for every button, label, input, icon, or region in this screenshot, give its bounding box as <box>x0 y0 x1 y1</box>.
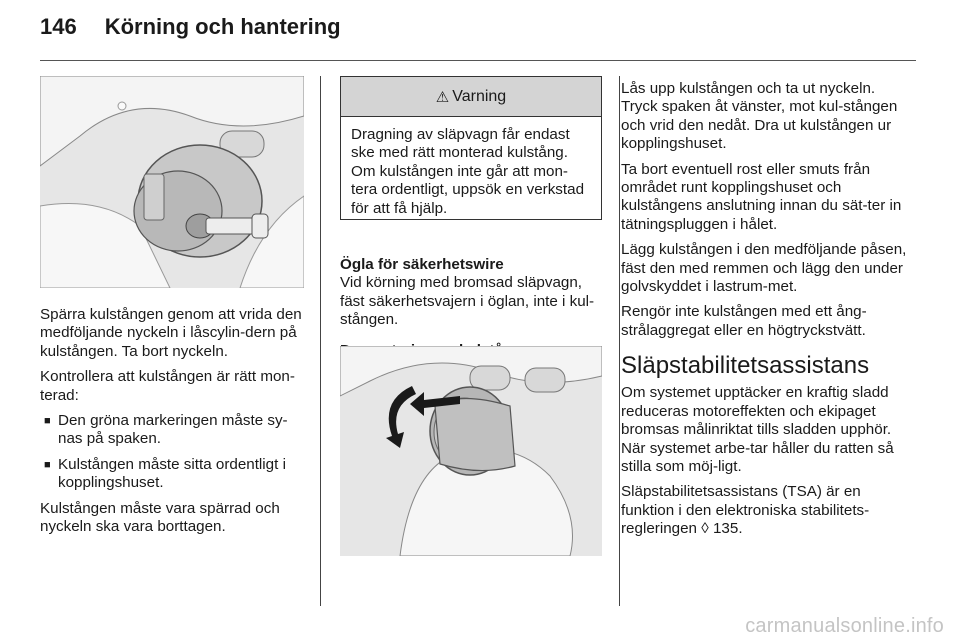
watermark: carmanualsonline.info <box>745 615 944 637</box>
column-divider-2 <box>619 76 620 606</box>
column-3-text <box>621 80 911 546</box>
chapter-title: Körning och hantering <box>104 14 341 39</box>
lock-requirement: Kulstången måste vara spärrad och nyckeln ska vara borttagen. <box>40 499 280 536</box>
washing-warning: Rengör inte kulstången med ett ång-strålaggregat eller en högtryckstvätt. <box>621 303 867 339</box>
bullet-item: ■ Den gröna markeringen måste sy-nas på spaken. <box>44 412 288 448</box>
towbar-removal-illustration <box>340 346 602 556</box>
lock-instruction: Spärra kulstången genom att vrida den medföljande nyckeln i låscylin-dern på kulstången. Ta bort nyckeln. <box>40 306 302 360</box>
bullet-item: ■ Kulstången måste sitta ordentligt i kopplingshuset. <box>44 455 286 492</box>
warning-header <box>341 77 601 117</box>
bullet-square-icon: ■ <box>44 458 51 471</box>
warning-body: Dragning av släpvagn får endast ske med rätt monterad kulstång. Om kulstången inte går att mon-tera ordentligt, uppsök en verkstad för att få hjälp. <box>351 126 585 217</box>
section-title-tsa: Släpstabilitetsassistans <box>621 352 870 380</box>
column-2-text <box>340 256 604 360</box>
towbar-lock-illustration <box>40 76 304 288</box>
warning-title: Varning <box>452 87 507 105</box>
page-reference-link[interactable]: 135. <box>712 520 743 538</box>
unlock-instruction: Lås upp kulstången och ta ut nyckeln. Tryck spaken åt vänster, mot kul-stången och vrid den nedåt. Dra ut kulstången ur kopplingshuset. <box>621 80 898 153</box>
page-header <box>40 14 341 50</box>
safety-wire-heading: Ögla för säkerhetswire <box>340 256 504 273</box>
safety-wire-text: Vid körning med bromsad släpvagn, fäst säkerhetsvajern i öglan, inte i kul-stången. <box>340 274 595 329</box>
check-intro: Kontrollera att kulstången är rätt mon-terad: <box>40 368 295 404</box>
storage-instruction: Lägg kulstången i den medföljande påsen, fäst den med remmen och lägg den under golvskyddet i lastrum-met. <box>621 241 907 296</box>
tsa-description: Om systemet upptäcker en kraftig sladd reduceras motoreffekten och ekipaget bromsas målinriktat tills sladden upphör. När systemet arbe-tar håller du ratten så stilla som möj-ligt. <box>621 384 894 475</box>
column-divider-1 <box>320 76 321 606</box>
warning-triangle-icon: ⚠ <box>435 88 450 106</box>
tsa-reference: Släpstabilitetsassistans (TSA) är en funktion i den elektroniska stabilitets-regleringen ◊ 135. <box>621 483 870 538</box>
column-1-text <box>40 306 304 543</box>
page-number: 146 <box>40 14 77 39</box>
page-reference-icon: ◊ <box>701 520 709 538</box>
warning-box <box>340 76 602 220</box>
cleaning-instruction: Ta bort eventuell rost eller smuts från området runt kopplingshuset och kulstångens anslutning innan du sät-ter in tätningspluggen i hålet. <box>621 160 902 233</box>
header-rule <box>40 60 916 61</box>
bullet-square-icon: ■ <box>44 415 51 428</box>
